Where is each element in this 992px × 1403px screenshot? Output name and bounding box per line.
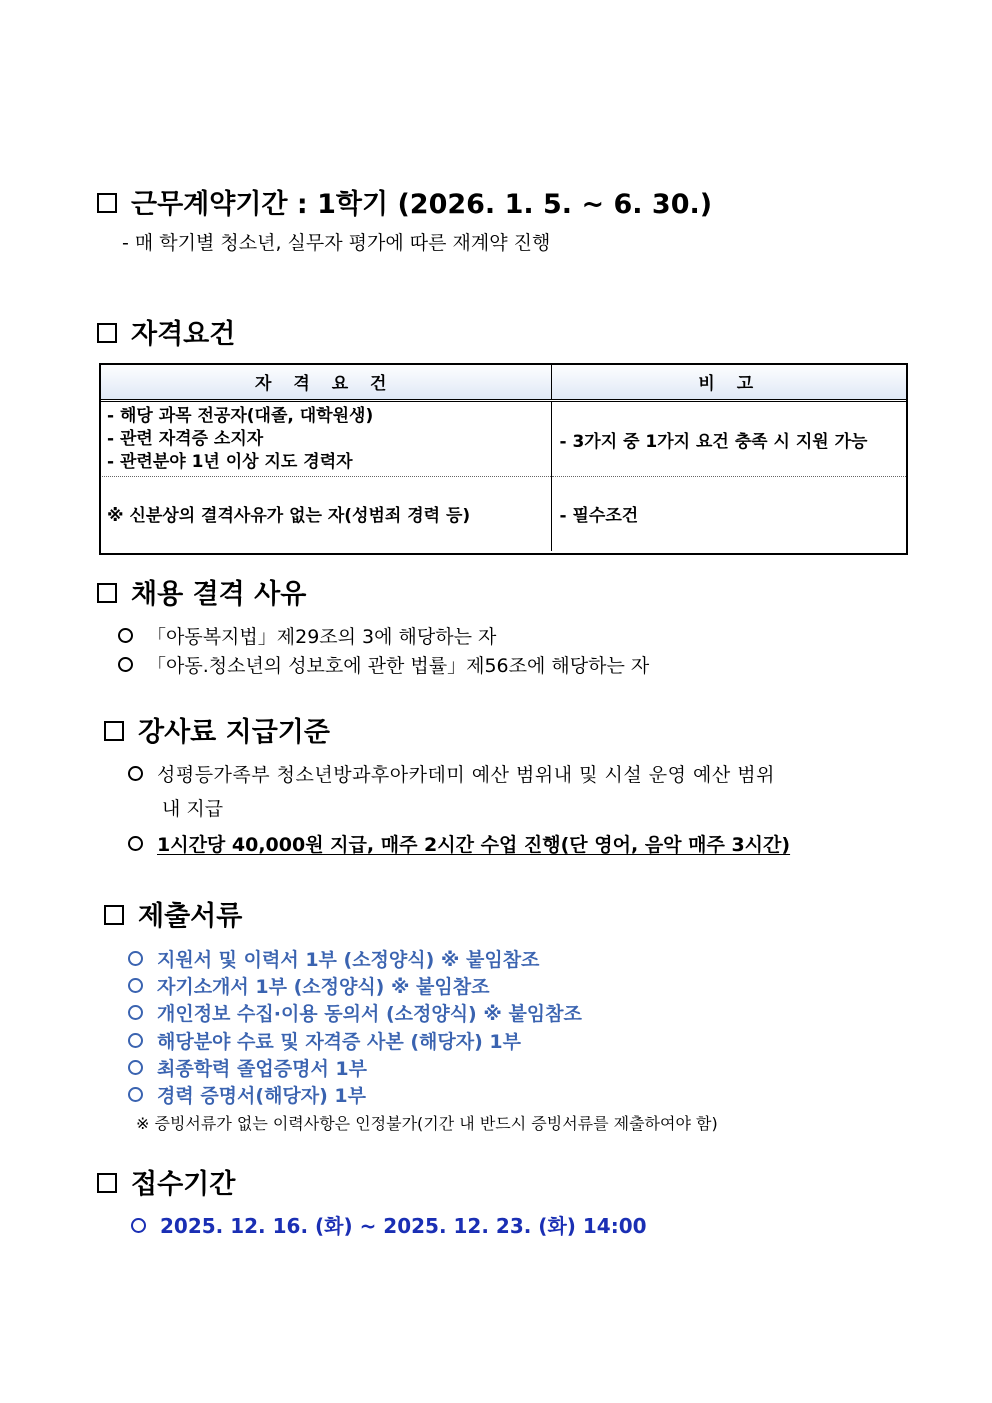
list-item-text: 개인정보 수집·이용 동의서 (소정양식) ※ 붙임참조 (157, 1003, 582, 1025)
table-cell-remark: - 3가지 중 1가지 요건 충족 시 지원 가능 (551, 401, 908, 477)
table-cell-requirements (99, 401, 551, 477)
list-item (128, 831, 790, 859)
circle-bullet-icon (128, 1005, 143, 1020)
circle-bullet-icon (128, 1033, 143, 1048)
circle-bullet-icon (131, 1218, 146, 1233)
requirement-line: - 해당 과목 전공자(대졸, 대학원생) (107, 405, 374, 426)
list-item-text: 자기소개서 1부 (소정양식) ※ 붙임참조 (157, 976, 490, 998)
disqualification-heading-text: 채용 결격 사유 (131, 579, 307, 610)
period-heading-text: 접수기간 (131, 1169, 236, 1200)
list-item-text: 성평등가족부 청소년방과후아카데미 예산 범위내 및 시설 운영 예산 범위 (157, 764, 775, 786)
documents-heading (104, 900, 242, 934)
checkbox-square-icon (104, 721, 124, 741)
fee-heading-text: 강사료 지급기준 (138, 717, 330, 748)
list-item-text: 1시간당 40,000원 지급, 매주 2시간 수업 진행(단 영어, 음악 매주 3시간) (157, 834, 791, 856)
list-item-text: 경력 증명서(해당자) 1부 (157, 1085, 367, 1107)
qualifications-heading-text: 자격요건 (131, 319, 236, 350)
checkbox-square-icon (104, 905, 124, 925)
contract-heading-text: 근무계약기간 : 1학기 (2026. 1. 5. ~ 6. 30.) (131, 189, 713, 220)
circle-bullet-icon (118, 657, 133, 672)
list-item (128, 946, 539, 974)
list-item-continuation: 내 지급 (162, 798, 224, 820)
period-value (131, 1212, 647, 1240)
circle-bullet-icon (118, 628, 133, 643)
contract-note: - 매 학기별 청소년, 실무자 평가에 따른 재계약 진행 (122, 232, 551, 254)
documents-note: ※ 증빙서류가 없는 이력사항은 인정불가(기간 내 반드시 증빙서류를 제출하여야 함) (136, 1114, 718, 1133)
checkbox-square-icon (97, 323, 117, 343)
period-value-text: 2025. 12. 16. (화) ~ 2025. 12. 23. (화) 14:00 (160, 1214, 647, 1238)
list-item-text: 지원서 및 이력서 1부 (소정양식) ※ 붙임참조 (157, 949, 540, 971)
list-item (128, 1028, 521, 1056)
table-row (99, 477, 908, 551)
list-item-text: 해당분야 수료 및 자격증 사본 (해당자) 1부 (157, 1031, 521, 1053)
contract-heading (97, 188, 712, 222)
circle-bullet-icon (128, 766, 143, 781)
checkbox-square-icon (97, 583, 117, 603)
circle-bullet-icon (128, 836, 143, 851)
table-cell-requirements (99, 477, 551, 551)
list-item (128, 1082, 366, 1110)
table-cell-remark: - 필수조건 (559, 506, 639, 527)
list-item-text: 「아동복지법」제29조의 3에 해당하는 자 (147, 626, 497, 648)
checkbox-square-icon (97, 1173, 117, 1193)
qualifications-table (99, 363, 908, 551)
list-item (128, 1000, 582, 1028)
period-heading (97, 1168, 235, 1202)
table-header-requirements: 자 격 요 건 (99, 363, 551, 401)
list-item-text: 「아동.청소년의 성보호에 관한 법률」제56조에 해당하는 자 (147, 655, 650, 677)
requirement-line: - 관련 자격증 소지자 (107, 428, 264, 449)
disqualification-heading (97, 578, 306, 612)
circle-bullet-icon (128, 1087, 143, 1102)
circle-bullet-icon (128, 951, 143, 966)
circle-bullet-icon (128, 978, 143, 993)
requirement-line: ※ 신분상의 결격사유가 없는 자(성범죄 경력 등) (107, 506, 471, 527)
qualifications-heading (97, 318, 235, 352)
fee-heading (104, 716, 330, 750)
documents-heading-text: 제출서류 (138, 901, 243, 932)
list-item (128, 973, 489, 1001)
list-item (128, 761, 775, 789)
list-item-text: 최종학력 졸업증명서 1부 (157, 1058, 367, 1080)
table-header-remarks: 비 고 (551, 363, 908, 401)
table-row (99, 401, 908, 477)
list-item (118, 623, 496, 651)
circle-bullet-icon (128, 1060, 143, 1075)
list-item (128, 1055, 367, 1083)
requirement-line: - 관련분야 1년 이상 지도 경력자 (107, 451, 353, 472)
list-item (118, 652, 649, 680)
checkbox-square-icon (97, 193, 117, 213)
